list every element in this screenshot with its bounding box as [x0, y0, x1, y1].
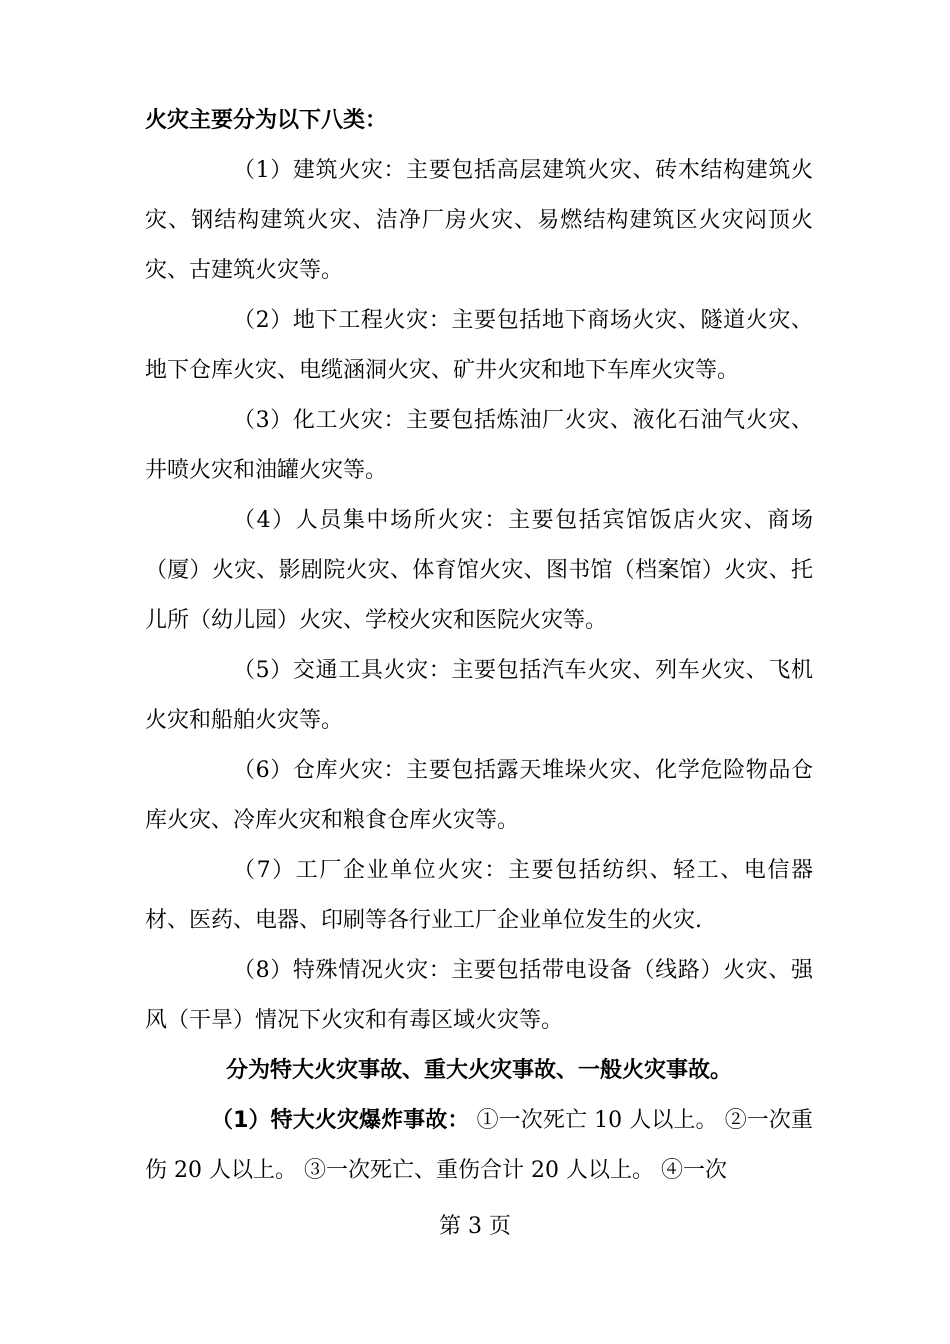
document-body: [145, 96, 813, 1196]
category-item-2: （2）地下工程火灾：主要包括地下商场火灾、隧道火灾、地下仓库火灾、电缆涵洞火灾、矿井火灾和地下车库火灾等。: [145, 308, 813, 383]
category-item-3: （3）化工火灾：主要包括炼油厂火灾、液化石油气火灾、井喷火灾和油罐火灾等。: [145, 408, 813, 483]
category-item-6: （6）仓库火灾：主要包括露天堆垛火灾、化学危险物品仓库火灾、冷库火灾和粮食仓库火灾等。: [145, 758, 813, 833]
accident-text: ①一次死亡 10 人以上。 ②一次重伤 20 人以上。 ③一次死亡、重伤合计 20 人以上。 ④一次: [145, 1108, 814, 1183]
category-item-1: （1）建筑火灾：主要包括高层建筑火灾、砖木结构建筑火灾、钢结构建筑火灾、洁净厂房火灾、易燃结构建筑区火灾闷顶火灾、古建筑火灾等。: [145, 158, 813, 283]
category-item-4: （4）人员集中场所火灾：主要包括宾馆饭店火灾、商场（厦）火灾、影剧院火灾、体育馆火灾、图书馆（档案馆）火灾、托儿所（幼儿园）火灾、学校火灾和医院火灾等。: [145, 508, 813, 633]
accident-classification-heading: 分为特大火灾事故、重大火灾事故、一般火灾事故。: [225, 1058, 732, 1083]
page-number: 第 3 页: [439, 1214, 511, 1239]
accident-lead: （1）特大火灾爆炸事故：: [211, 1108, 470, 1133]
category-item-5: （5）交通工具火灾：主要包括汽车火灾、列车火灾、飞机火灾和船舶火灾等。: [145, 658, 813, 733]
category-item-7: （7）工厂企业单位火灾：主要包括纺织、轻工、电信器材、医药、电器、印刷等各行业工厂企业单位发生的火灾.: [145, 858, 813, 933]
category-item-8: （8）特殊情况火灾：主要包括带电设备（线路）火灾、强风（干旱）情况下火灾和有毒区域火灾等。: [145, 958, 813, 1033]
accident-paragraph: [145, 1096, 813, 1196]
section-heading: 火灾主要分为以下八类：: [145, 108, 388, 133]
